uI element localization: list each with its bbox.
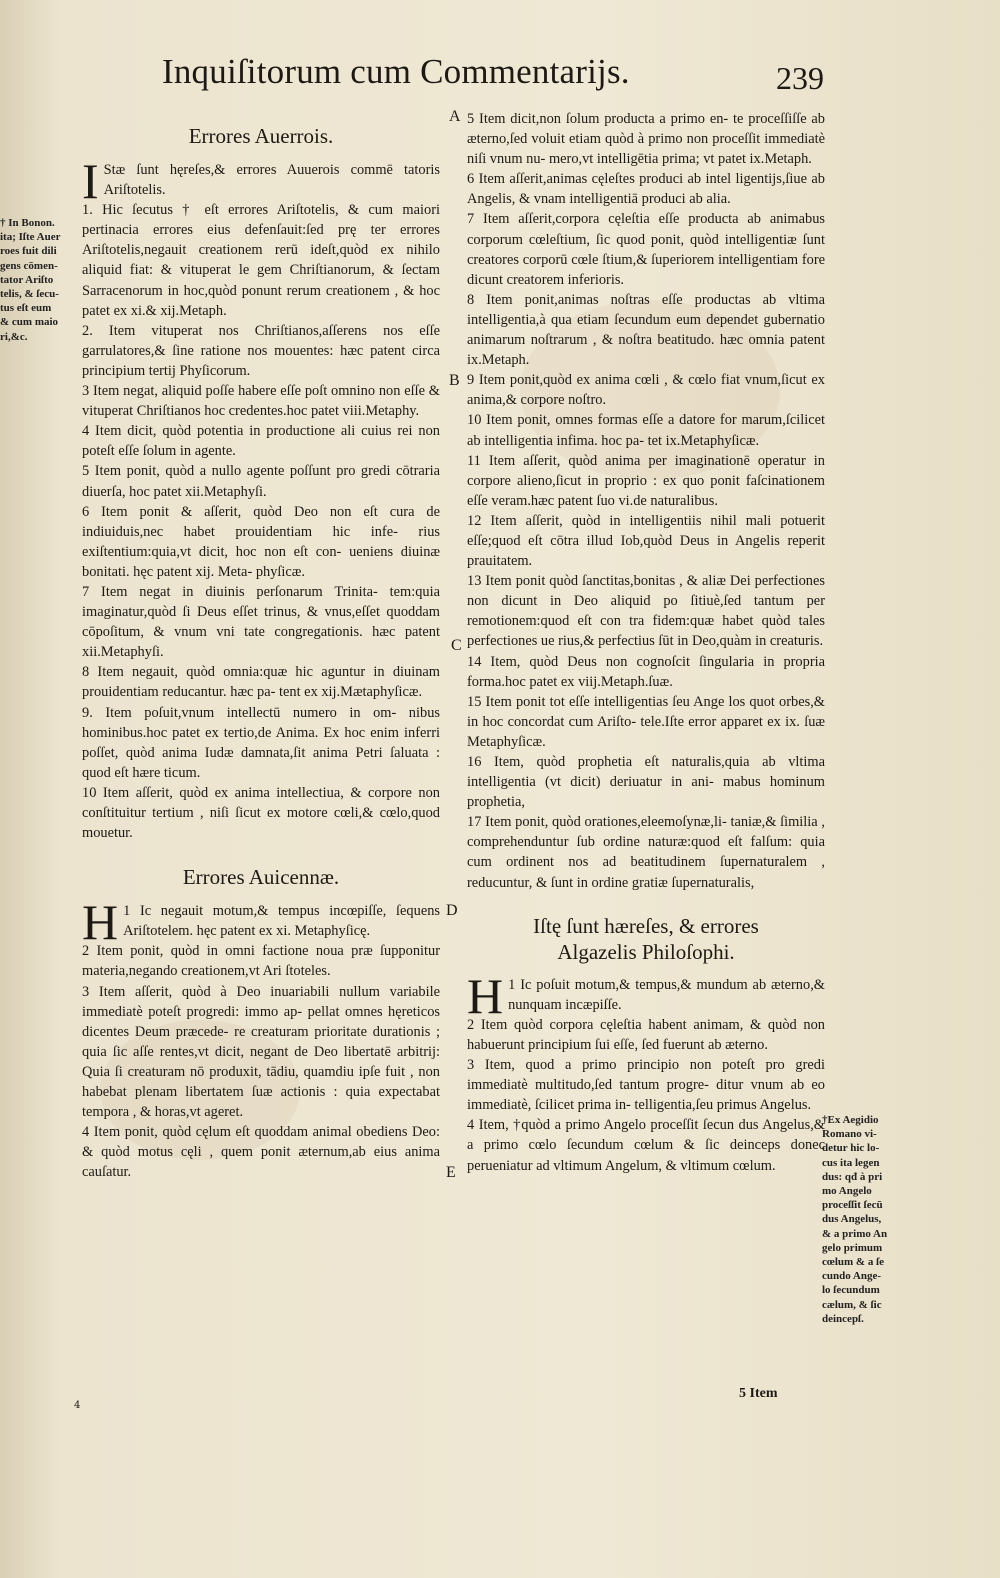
- paragraph: 15 Item ponit tot eſſe intelligentias ſeu Ange los quot orbes,& in hoc concordat cum Ariſto- tele.Iſte error apparet ex ix. ſuæ Metaphyſicæ.: [467, 693, 825, 750]
- right-marginal-note: [822, 1113, 920, 1326]
- paragraph: 16 Item, quòd prophetia eſt naturalis,quia ab vltima intelligentia (vt dicit) deriuatur in ani- mabus hominum prophetia,: [467, 754, 825, 811]
- gloss-line: gelo primum: [822, 1241, 883, 1254]
- heading-errores-avicennae: Errores Auicennæ.: [182, 865, 340, 890]
- gloss-line: gens cōmen-: [0, 259, 58, 272]
- gloss-line: † In Bonon.: [0, 217, 55, 229]
- gloss-line: dus Angelus,: [822, 1213, 882, 1226]
- catchword: 5 Item: [739, 1386, 778, 1401]
- section-letter-c: C: [451, 637, 462, 654]
- gloss-line: dus: qđ à pri: [822, 1170, 883, 1183]
- paragraph: 10 Item ponit, omnes formas eſſe a datore for marum,ſcilicet ab intelligentia infima. hoc pa- tet ix.Metaphyſicæ.: [467, 412, 825, 449]
- paragraph: 10 Item aſſerit, quòd ex anima intellectiua, & corpore non conſtituitur tertium , niſi ſicut ex motore cœli,& cœlo,quod mouetur.: [82, 784, 440, 842]
- gloss-line: detur hic lo-: [822, 1142, 880, 1155]
- gloss-line: deincepſ.: [822, 1312, 864, 1325]
- left-column: [82, 122, 440, 1183]
- gloss-line: cus ita legen: [822, 1156, 880, 1169]
- gloss-line: & cum maio: [0, 316, 59, 329]
- paragraph: [82, 153, 440, 209]
- paragraph: 4 Item, †quòd a primo Angelo proceſſit ſecun dus Angelus,& a primo cœlo ſecundum cœlum & ſic deinceps donec perueniatur ad vltimum Angelum, & vltimum cœlum.: [467, 1117, 825, 1174]
- drop-cap: H: [82, 894, 119, 951]
- paragraph: 14 Item, quòd Deus non cognoſcit ſingularia in propria forma.hoc patet ex viij.Metaph.ſuæ.: [467, 653, 825, 690]
- gloss-line: Romano vi-: [822, 1128, 877, 1141]
- paragraph: 13 Item ponit quòd ſanctitas,bonitas , & aliæ Dei perfectiones non dicunt in Deo aliquid po ſitiuè,ſed tantum per remotionem:quod eſt con tra fidem:quæ habet quòd tales perfectiones ue rius,& perfectius ſūt in Deo,quàm in creaturis.: [467, 573, 825, 650]
- page-number: 239: [776, 60, 824, 96]
- gloss-line: lo ſecundum: [822, 1284, 880, 1297]
- section-letter-d: D: [446, 902, 458, 919]
- gloss-line: ita; Iſte Auer: [0, 231, 61, 244]
- paragraph: 2 Item ponit, quòd in omni factione noua præ ſupponitur materia,negando creationem,vt Ari ſtoteles.: [82, 943, 440, 980]
- gloss-line: †Ex Aegidio: [822, 1114, 879, 1126]
- section-letter-a: A: [449, 108, 461, 125]
- gloss-line: cundo Ange-: [822, 1270, 881, 1283]
- heading-algazel-line1: Iſtę ſunt hæreſes, & errores: [533, 913, 759, 938]
- drop-cap: H: [467, 967, 504, 1024]
- paragraph-text: Stæ ſunt hęreſes,& errores Auuerois commē tatoris Ariſtotelis.: [103, 162, 440, 199]
- spacer: [82, 843, 440, 863]
- section-letter-b: B: [449, 372, 460, 389]
- gloss-line: proceſſit ſecū: [822, 1199, 883, 1212]
- paragraph: 7 Item negat in diuinis perſonarum Trinita- tem:quia imaginatur,quòd ſi Deus eſſet trinus, & vnus,eſſet quoddam cōpoſitum, & vnum vni tate congregationis. hæc patent xii.Metaphyſi.: [82, 583, 440, 661]
- gloss-line: ri,&c.: [0, 330, 28, 343]
- gloss-line: telis, & ſecu-: [0, 288, 59, 301]
- paragraph: 5 Item dicit,non ſolum producta a primo en- te proceſſiſſe ab æterno,ſed voluit etiam quòd à primo non proceſſit immediatè niſi vnum nu- mero,vt intelligētia prima; vt patet ix.Metaph.: [467, 111, 825, 168]
- paragraph-text: 1 Ic poſuit motum,& tempus,& mundum ab æterno,& nunquam incæpiſſe.: [508, 976, 825, 1013]
- paragraph: [82, 894, 440, 951]
- heading-errores-averrois: Errores Auerrois.: [188, 124, 334, 148]
- paragraph: 5 Item ponit, quòd a nullo agente poſſunt pro gredi cōtraria diuerſa, hoc patet xii.Metaphyſi.: [82, 463, 440, 500]
- left-marginal-note: [0, 216, 82, 344]
- drop-cap: I: [82, 153, 99, 209]
- signature-mark: 4: [74, 1400, 81, 1411]
- paragraph: 9 Item ponit,quòd ex anima cœli , & cœlo fiat vnum,ſicut ex anima,& corpore noſtro.: [467, 372, 825, 409]
- paragraph: 3 Item aſſerit, quòd à Deo inuariabili nullum variabile immediatè poteſt progredi: immo ap- pellat omnes hęreticos dicentes Deum præcede- re creaturam prioritate durationis ; quia ſic aſſe rentes,vt dicit, negant de Deo libertatē arbitrij: Quia ſi creaturam nō produxit, tādiu, quamdiu ipſe fuit , non habebat plenam libertatem ſuæ actionis : quia expectabat tempora , & horas,vt ageret.: [82, 983, 440, 1121]
- running-title: Inquiſitorum cum Commentarijs.: [162, 52, 630, 91]
- paragraph: 7 Item aſſerit,corpora cęleſtia eſſe producta ab animabus corporum cœleſtium, ſic quod ponit, quòd intelligentiæ ſunt creatores corporū cœle ſtium,& ſuperiorem intelligentiam fore dicunt creatorem inferioris.: [467, 211, 825, 288]
- gloss-line: mo Angelo: [822, 1185, 872, 1198]
- gloss-line: cœlum & a ſe: [822, 1256, 885, 1269]
- paragraph: 6 Item aſſerit,animas cęleſtes produci ab intel ligentijs,ſiue ab Angelis, & vnam intelligentiā produci ab alia.: [467, 171, 825, 208]
- gloss-line: tator Ariſto: [0, 273, 54, 286]
- heading-algazel-line2: Algazelis Philoſophi.: [557, 939, 735, 964]
- paragraph: 8 Item ponit,animas noſtras eſſe productas ab vltima intelligentia,à qua etiam ſecundum eum dependet gubernatio animarum noſtrarum , & noſtra beatitudo. hæc omnia patent ix.Metaph.: [467, 291, 825, 369]
- paragraph: [467, 967, 825, 1024]
- section-letter-e: E: [446, 1164, 456, 1181]
- paragraph-text: 1 Ic negauit motum,& tempus incœpiſſe, ſequens Ariſtotelem. hęc patent ex xi. Metaphyſicę.: [123, 903, 440, 940]
- spacer: [467, 893, 825, 913]
- paragraph: 12 Item aſſerit, quòd in intelligentiis nihil mali potuerit eſſe;quod eſt cōtra illud Iob,quòd Deus in Angelis reperit prauitatem.: [467, 512, 825, 570]
- right-column: [467, 109, 825, 1176]
- paragraph: 1. Hic ſecutus † eſt errores Ariſtotelis, & cum maiori pertinacia errores eius defenſauit:ſed prę ter errores Ariſtotelis,negauit creationem rerū ideſt,quòd ex nihilo aliquid fiat: & vituperat le gem Chriſtianorum, & ſectam Sarracenorum in hoc,quòd ponunt rerum creationem , & hoc patet ex xi.& xij.Metaph.: [82, 202, 440, 319]
- paragraph: 4 Item ponit, quòd cęlum eſt quoddam animal obediens Deo: & quòd motus cęli , quem ponit æternum,ab eius anima cauſatur.: [82, 1124, 440, 1181]
- paragraph: 3 Item, quod a primo principio non poteſt pro gredi immediatè multitudo,ſed tantum progre- ditur vnum ab eo immediatè, ſcilicet prima in- telligentia,ſeu primus Angelus.: [467, 1057, 825, 1114]
- gloss-line: roes fuit dili: [0, 245, 57, 258]
- paragraph: 9. Item poſuit,vnum intellectū numero in om- nibus hominibus.hoc patet ex tertio,de Anima. Ex hoc enim inferri poſſet, quòd anima Iudæ damnata,ſit anima Petri ſaluata : quod eſt hære ticum.: [82, 704, 440, 781]
- paragraph: 6 Item ponit & aſſerit, quòd Deo non eſt cura de indiuiduis,nec habet prouidentiam hic infe- rius exiſtentium:quia,vt dicit, hoc non eſt con- ueniens diuinæ bonitati. hęc patent xij. Meta- phyſicæ.: [82, 503, 440, 580]
- paragraph: 2 Item quòd corpora cęleſtia habent animam, & quòd non habuerunt principium ſui eſſe, ſed fuerunt ab æterno.: [467, 1016, 825, 1053]
- paragraph: 17 Item ponit, quòd orationes,eleemoſynæ,li- taniæ,& ſimilia , comprehenduntur ſub ordine naturæ:quod eſt falſum: quia cum ordinent nos ad beatitudinem ſupernaturalem , reducuntur, & ſunt in ordine gratiæ ſupernaturalis,: [467, 814, 825, 891]
- paragraph: 3 Item negat, aliquid poſſe habere eſſe poſt omnino non eſſe & vituperat Chriſtianos hoc credentes.hoc patet viii.Metaphy.: [82, 383, 440, 420]
- gloss-line: & a primo An: [822, 1227, 888, 1240]
- paragraph: 11 Item aſſerit, quòd anima per imaginationē operatur in corpore alieno,ſicut in proprio : ex quo ponit faſcinationem eſſe veram.hæc patent ſuo vi.de naturalibus.: [467, 452, 825, 509]
- paragraph: 4 Item dicit, quòd potentia in productione ali cuius rei non poteſt eſſe ſolum in agente.: [82, 423, 440, 460]
- gloss-line: tus eſt eum: [0, 302, 52, 315]
- paragraph: 8 Item negauit, quòd omnia:quæ hic aguntur in diuinam prouidentiam reducantur. hæc pa- tent ex xij.Mætaphyſicæ.: [82, 664, 440, 701]
- gloss-line: cælum, & ſic: [822, 1298, 882, 1311]
- paragraph: 2. Item vituperat nos Chriſtianos,aſſerens nos eſſe garrulatores,& ſine ratione nos mouentes: hæc patent circa principium tertij Phyſicorum.: [82, 322, 440, 379]
